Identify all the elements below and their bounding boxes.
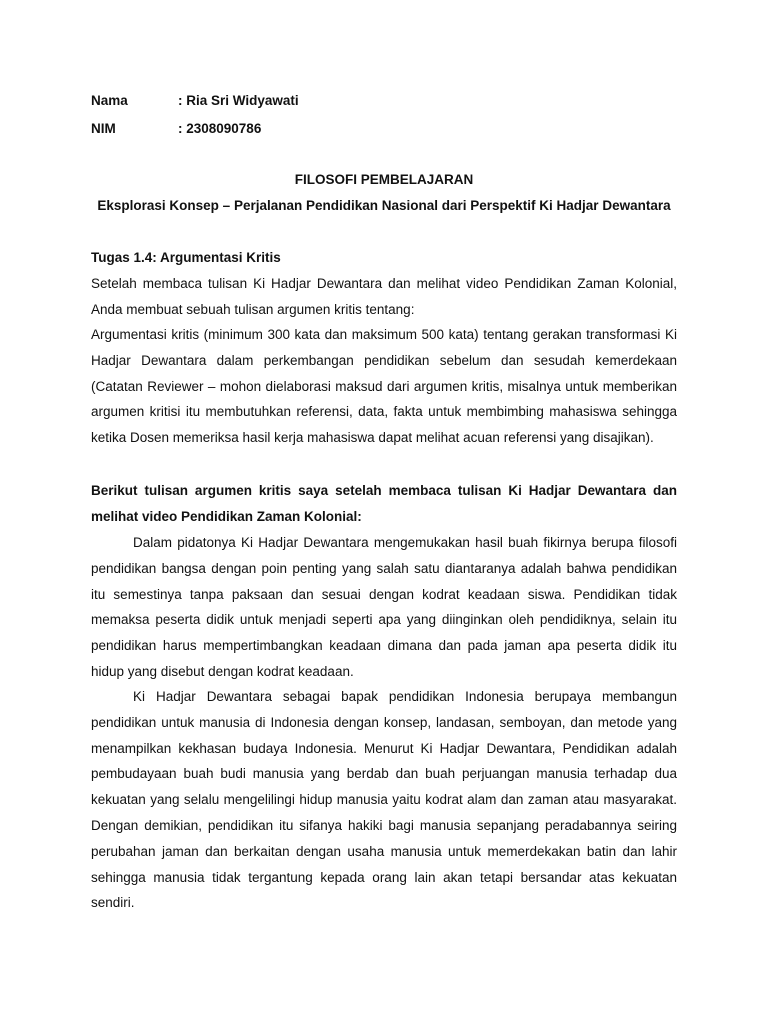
name-value: : Ria Sri Widyawati	[178, 93, 299, 108]
nim-value: : 2308090786	[178, 121, 262, 136]
task-instruction: Argumentasi kritis (minimum 300 kata dan maksimum 500 kata) tentang gerakan transformasi Ki Hadjar Dewantara dalam perkembangan pendidikan sebelum dan sesudah kemerdekaan (Catatan Reviewer – mohon dielaborasi maksud dari argumen kritis, misalnya untuk memberikan argumen kritisi itu membutuhkan referensi, data, fakta untuk membimbing mahasiswa sehingga ketika Dosen memeriksa hasil kerja mahasiswa dapat melihat acuan referensi yang disajikan).	[91, 327, 677, 446]
answer-paragraph-1: Dalam pidatonya Ki Hadjar Dewantara mengemukakan hasil buah fikirnya berupa filosofi pendidikan bangsa dengan poin penting yang salah satu diantaranya adalah bahwa pendidikan itu semestinya tanpa paksaan dan sesuai dengan kodrat keadaan siswa. Pendidikan tidak memaksa peserta didik untuk menjadi seperti apa yang diinginkan oleh pendidiknya, selain itu pendidikan harus mempertimbangkan keadaan dimana dan pada jaman apa peserta didik itu hidup yang disebut dengan kodrat keadaan.	[91, 535, 677, 679]
document-title: FILOSOFI PEMBELAJARAN	[294, 172, 474, 187]
task-intro: Setelah membaca tulisan Ki Hadjar Dewantara dan melihat video Pendidikan Zaman Kolonial, Anda membuat sebuah tulisan argumen kritis tentang:	[91, 276, 677, 317]
answer-paragraph-2: Ki Hadjar Dewantara sebagai bapak pendidikan Indonesia berupaya membangun pendidikan untuk manusia di Indonesia dengan konsep, landasan, semboyan, dan metode yang menampilkan kekhasan budaya Indonesia. Menurut Ki Hadjar Dewantara, Pendidikan adalah pembudayaan buah budi manusia yang berdab dan buah perjuangan manusia terhadap dua kekuatan yang selalu mengelilingi hidup manusia yaitu kodrat alam dan zaman atau masyarakat. Dengan demikian, pendidikan itu sifanya hakiki bagi manusia sepanjang peradabannya seiring perubahan jaman dan berkaitan dengan usaha manusia untuk memerdekakan batin dan lahir sehingga manusia tidak tergantung kepada orang lain akan tetapi bersandar atas kekuatan sendiri.	[91, 689, 677, 911]
document-subtitle: Eksplorasi Konsep – Perjalanan Pendidikan Nasional dari Perspektif Ki Hadjar Dewantara	[97, 198, 671, 213]
nim-label: NIM	[91, 121, 116, 136]
name-label: Nama	[91, 93, 128, 108]
answer-heading: Berikut tulisan argumen kritis saya setelah membaca tulisan Ki Hadjar Dewantara dan melihat video Pendidikan Zaman Kolonial:	[91, 483, 677, 524]
task-title: Tugas 1.4: Argumentasi Kritis	[91, 250, 281, 265]
